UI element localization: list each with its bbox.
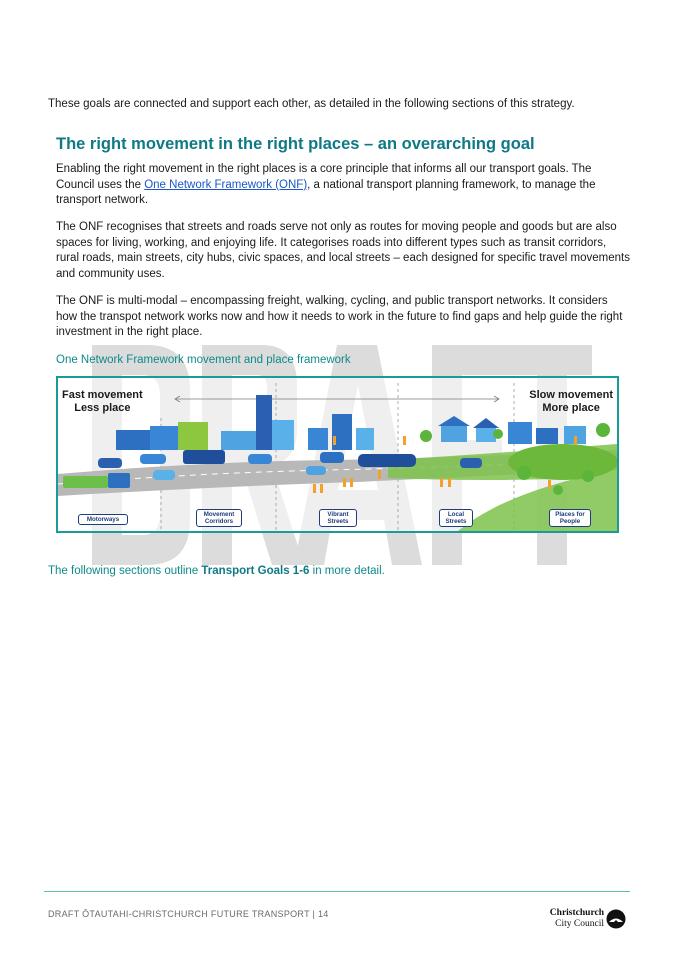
less-place-line-2: Less place — [74, 402, 131, 414]
christchurch-city-council-logo — [540, 908, 626, 930]
onf-framework-figure — [56, 376, 619, 533]
category-vibrant-streets — [319, 509, 357, 527]
paragraph-1-text-b: , a national transport planning framework, to manage the transport network. — [56, 178, 596, 207]
slow-movement-label — [529, 389, 613, 415]
category-local-streets — [439, 509, 473, 527]
figure-caption: One Network Framework movement and place framework — [56, 354, 351, 366]
category-places-for-people — [549, 509, 591, 527]
council-emblem-icon — [606, 909, 626, 929]
paragraph-3: The ONF is multi-modal – encompassing freight, walking, cycling, and public transport networks. It considers how the transpot network works now and how it needs to work in the future to find gaps and help guide the right investment in the right place. — [56, 295, 623, 339]
paragraph-1-text-a: Enabling the right movement in the right places is a core principle that informs all our transport goals. The Council uses the — [56, 163, 592, 191]
fast-movement-label — [62, 389, 143, 415]
fast-movement-line-1: Fast movement — [62, 389, 143, 401]
category-movement-corridors-line-2: Corridors — [204, 518, 234, 525]
logo-line-1: Christchurch — [549, 908, 604, 918]
category-vibrant-streets-line-2: Streets — [327, 518, 349, 525]
category-local-streets-line-2: Streets — [445, 518, 467, 525]
paragraph-1 — [56, 162, 631, 209]
footer-divider — [44, 891, 630, 892]
category-places-for-people-line-1: Places for — [555, 511, 585, 518]
category-vibrant-streets-line-1: Vibrant — [327, 511, 349, 518]
section-heading: The right movement in the right places – an overarching goal — [56, 135, 535, 153]
following-text-after: in more detail. — [309, 565, 385, 577]
category-motorways-text: Motorways — [86, 516, 120, 523]
transport-goals-bold: Transport Goals 1-6 — [201, 565, 310, 577]
footer-text: DRAFT ŌTAUTAHI-CHRISTCHURCH FUTURE TRANSPORT | 14 — [48, 909, 329, 919]
category-places-for-people-line-2: People — [559, 518, 581, 525]
category-motorways — [78, 514, 128, 525]
following-text-before: The following sections outline — [48, 565, 202, 577]
slow-movement-line-1: Slow movement — [529, 389, 613, 401]
category-local-streets-line-1: Local — [447, 511, 465, 518]
logo-line-2: City Council — [555, 918, 604, 929]
more-place-line-2: More place — [542, 402, 600, 414]
onf-link[interactable]: One Network Framework (ONF) — [144, 178, 308, 191]
category-movement-corridors — [196, 509, 242, 527]
logo-wordmark — [550, 908, 604, 929]
paragraph-2: The ONF recognises that streets and roads serve not only as routes for moving people and goods but are also spaces for living, working, and enjoying life. It categorises roads into different types such as transit corridors, rural roads, main streets, city hubs, civic spaces, and local streets – each designed for specific travel movements and community uses. — [56, 221, 630, 280]
following-sections-text — [48, 565, 385, 577]
category-movement-corridors-line-1: Movement — [203, 511, 235, 518]
intro-paragraph: These goals are connected and support each other, as detailed in the following sections of this strategy. — [48, 98, 575, 110]
